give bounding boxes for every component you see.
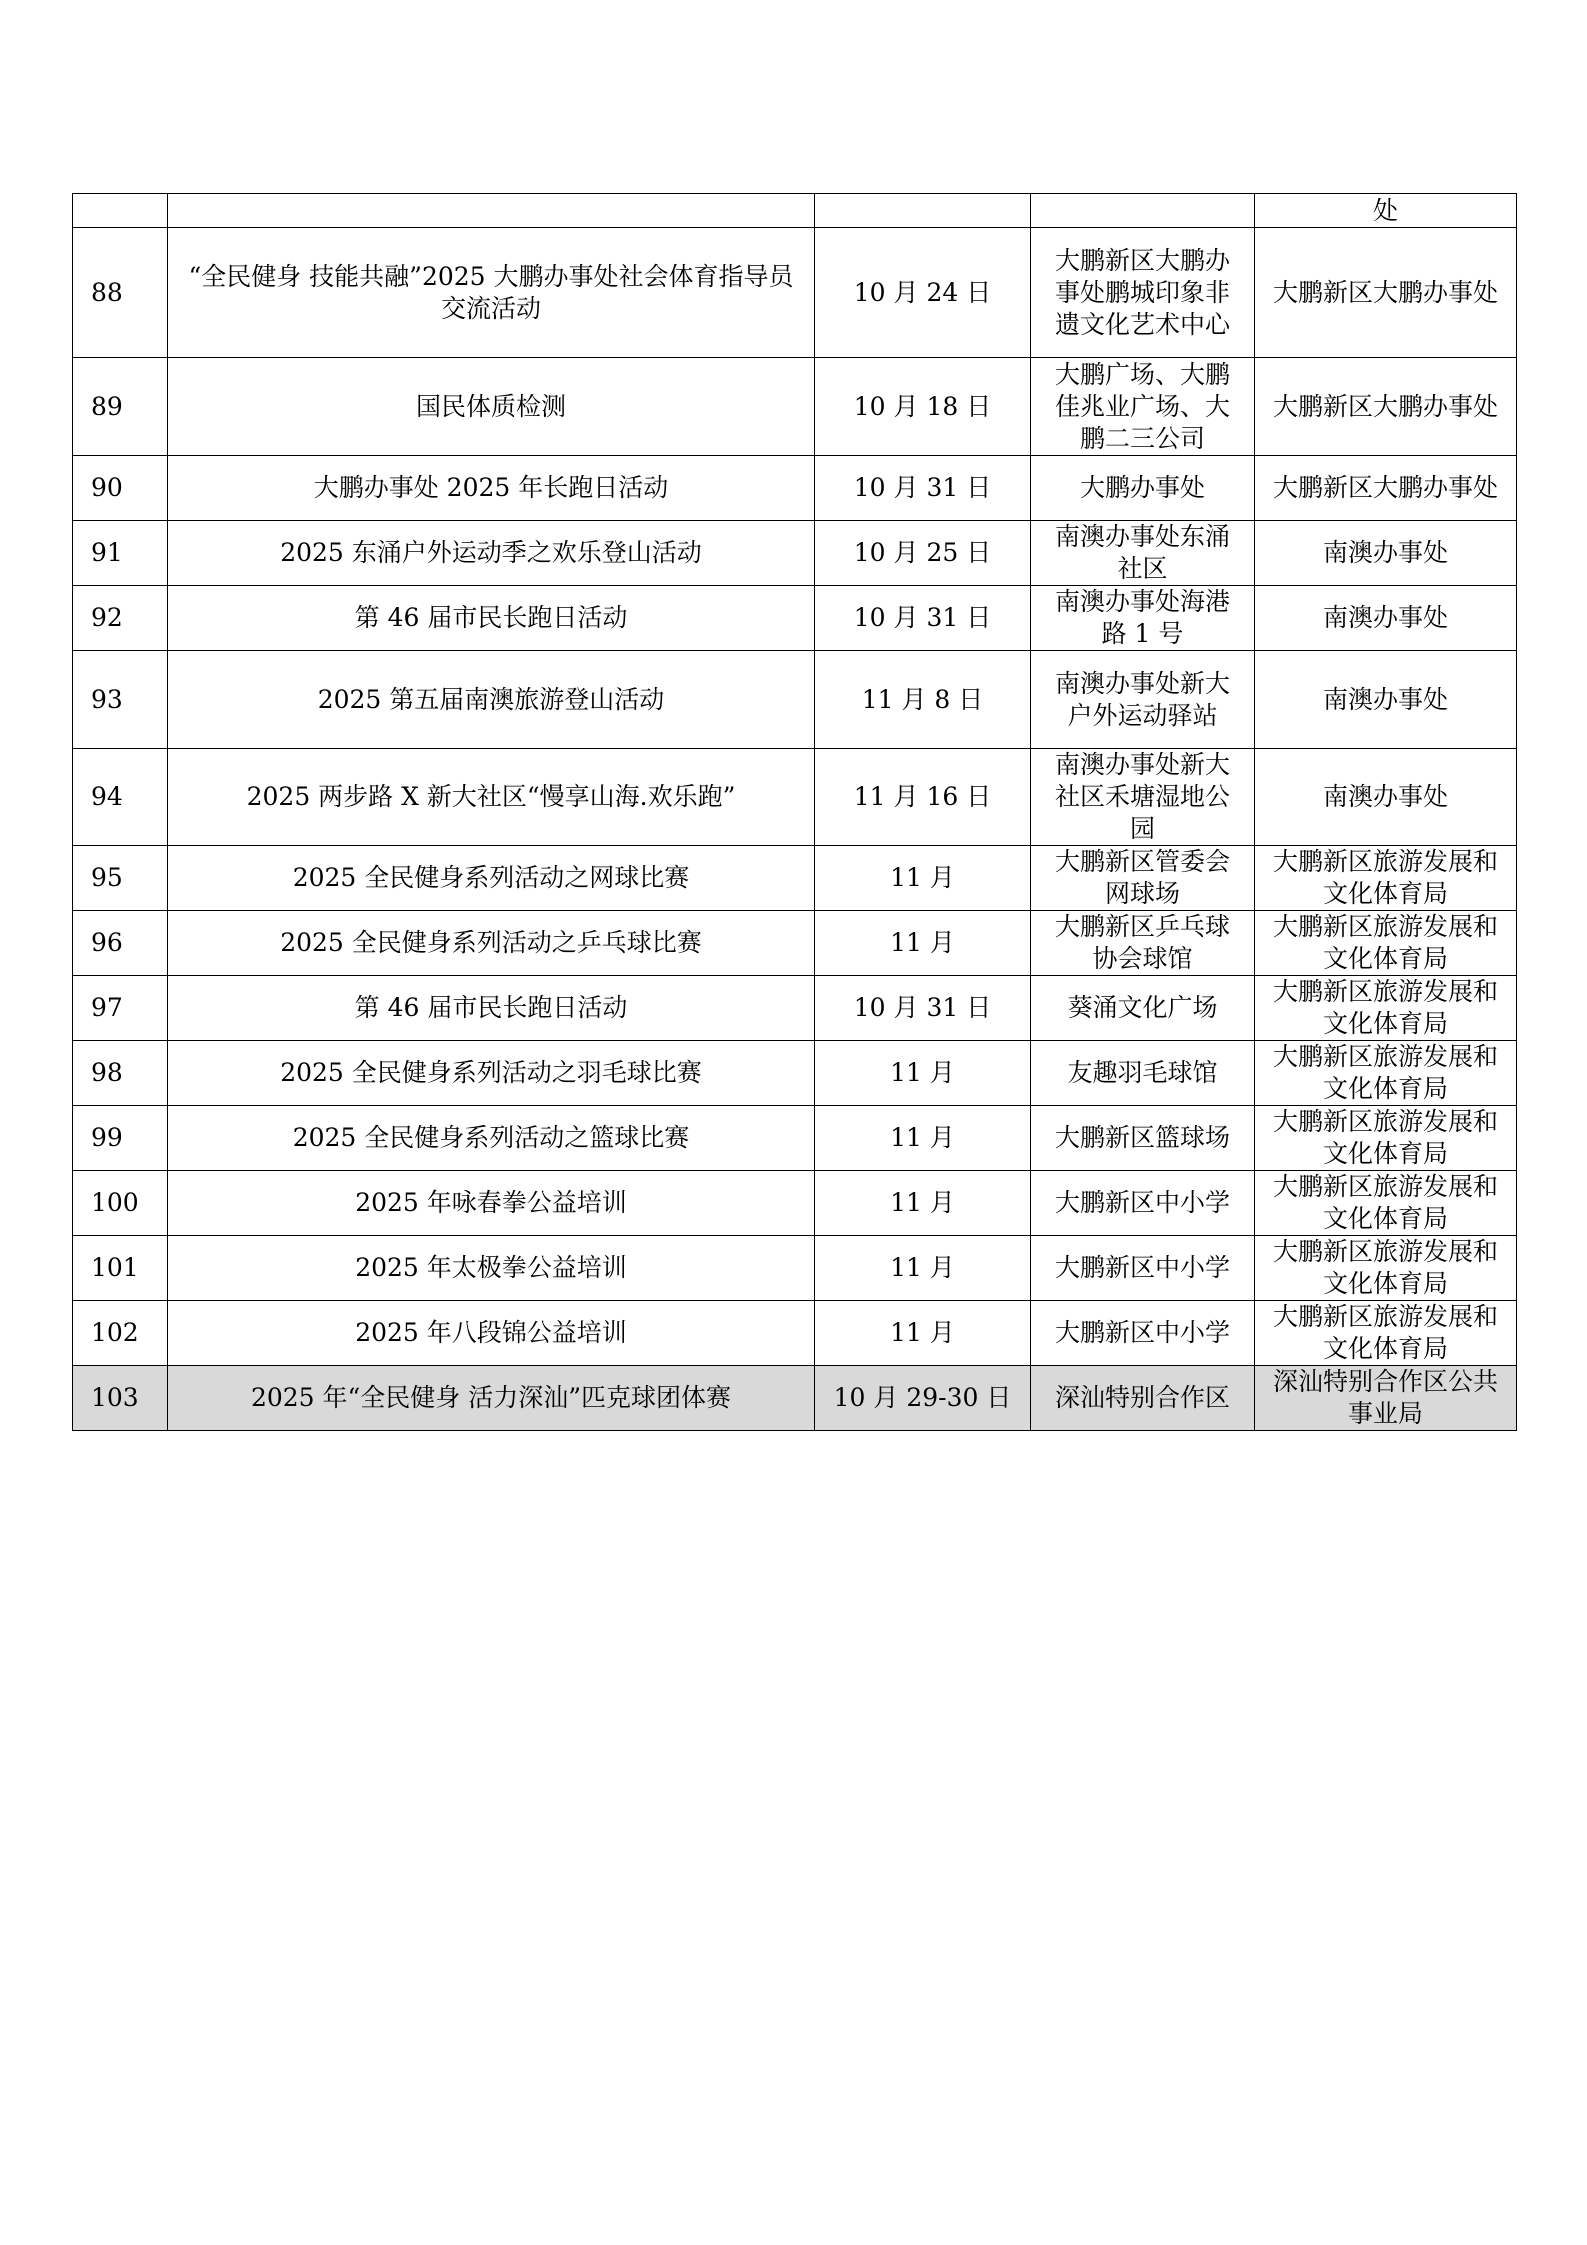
table-row	[73, 456, 1517, 521]
cell-location: 友趣羽毛球馆	[1031, 1041, 1255, 1106]
cell-activity-name: 2025 全民健身系列活动之乒乓球比赛	[168, 911, 815, 976]
cell-activity-name: 2025 全民健身系列活动之篮球比赛	[168, 1106, 815, 1171]
cell-location: 南澳办事处新大社区禾塘湿地公园	[1031, 749, 1255, 846]
cell-location: 大鹏办事处	[1031, 456, 1255, 521]
cell-activity-name: 国民体质检测	[168, 358, 815, 456]
cell-activity-name: 2025 年太极拳公益培训	[168, 1236, 815, 1301]
cell-number: 103	[73, 1366, 168, 1431]
cell-activity-name: 2025 全民健身系列活动之羽毛球比赛	[168, 1041, 815, 1106]
cell-number: 101	[73, 1236, 168, 1301]
cell-organizer: 大鹏新区旅游发展和文化体育局	[1255, 1106, 1517, 1171]
cell-organizer: 大鹏新区旅游发展和文化体育局	[1255, 1301, 1517, 1366]
cell-date: 11 月 8 日	[815, 651, 1031, 749]
cell-location: 深汕特别合作区	[1031, 1366, 1255, 1431]
cell-date: 11 月	[815, 1171, 1031, 1236]
cell-date: 10 月 24 日	[815, 228, 1031, 358]
cell-number	[73, 194, 168, 228]
cell-number: 92	[73, 586, 168, 651]
cell-date: 11 月	[815, 1236, 1031, 1301]
cell-organizer: 大鹏新区旅游发展和文化体育局	[1255, 1236, 1517, 1301]
cell-date: 10 月 29-30 日	[815, 1366, 1031, 1431]
cell-organizer: 大鹏新区大鹏办事处	[1255, 228, 1517, 358]
table-row	[73, 1171, 1517, 1236]
cell-organizer: 大鹏新区大鹏办事处	[1255, 358, 1517, 456]
cell-date: 10 月 31 日	[815, 976, 1031, 1041]
cell-activity-name	[168, 194, 815, 228]
cell-date	[815, 194, 1031, 228]
cell-location: 葵涌文化广场	[1031, 976, 1255, 1041]
cell-organizer: 大鹏新区旅游发展和文化体育局	[1255, 1171, 1517, 1236]
cell-number: 93	[73, 651, 168, 749]
cell-number: 95	[73, 846, 168, 911]
activity-schedule-table	[72, 193, 1517, 1431]
cell-organizer: 大鹏新区大鹏办事处	[1255, 456, 1517, 521]
cell-activity-name: 大鹏办事处 2025 年长跑日活动	[168, 456, 815, 521]
cell-number: 97	[73, 976, 168, 1041]
cell-number: 89	[73, 358, 168, 456]
cell-date: 11 月	[815, 1041, 1031, 1106]
cell-activity-name: “全民健身 技能共融”2025 大鹏办事处社会体育指导员交流活动	[168, 228, 815, 358]
cell-organizer: 南澳办事处	[1255, 521, 1517, 586]
cell-location: 大鹏新区乒乓球协会球馆	[1031, 911, 1255, 976]
cell-activity-name: 2025 第五届南澳旅游登山活动	[168, 651, 815, 749]
table-row	[73, 1106, 1517, 1171]
cell-number: 100	[73, 1171, 168, 1236]
cell-number: 98	[73, 1041, 168, 1106]
cell-organizer: 大鹏新区旅游发展和文化体育局	[1255, 1041, 1517, 1106]
cell-activity-name: 2025 东涌户外运动季之欢乐登山活动	[168, 521, 815, 586]
table-row	[73, 1236, 1517, 1301]
cell-number: 102	[73, 1301, 168, 1366]
table-row	[73, 911, 1517, 976]
cell-organizer: 大鹏新区旅游发展和文化体育局	[1255, 846, 1517, 911]
table-row	[73, 228, 1517, 358]
table-row	[73, 749, 1517, 846]
table-row	[73, 651, 1517, 749]
cell-organizer: 大鹏新区旅游发展和文化体育局	[1255, 976, 1517, 1041]
table-row-continuation	[73, 194, 1517, 228]
cell-activity-name: 2025 两步路 X 新大社区“慢享山海.欢乐跑”	[168, 749, 815, 846]
cell-date: 10 月 25 日	[815, 521, 1031, 586]
cell-location: 大鹏新区管委会网球场	[1031, 846, 1255, 911]
cell-date: 11 月	[815, 911, 1031, 976]
cell-organizer: 南澳办事处	[1255, 651, 1517, 749]
cell-activity-name: 2025 全民健身系列活动之网球比赛	[168, 846, 815, 911]
table-row	[73, 521, 1517, 586]
table-row	[73, 358, 1517, 456]
cell-organizer: 深汕特别合作区公共事业局	[1255, 1366, 1517, 1431]
cell-number: 99	[73, 1106, 168, 1171]
cell-date: 11 月	[815, 1301, 1031, 1366]
cell-date: 10 月 18 日	[815, 358, 1031, 456]
cell-location: 大鹏新区中小学	[1031, 1301, 1255, 1366]
cell-location: 南澳办事处新大户外运动驿站	[1031, 651, 1255, 749]
cell-location: 大鹏新区中小学	[1031, 1236, 1255, 1301]
cell-number: 90	[73, 456, 168, 521]
cell-organizer: 大鹏新区旅游发展和文化体育局	[1255, 911, 1517, 976]
table-row	[73, 976, 1517, 1041]
cell-date: 11 月 16 日	[815, 749, 1031, 846]
cell-location: 大鹏新区大鹏办事处鹏城印象非遗文化艺术中心	[1031, 228, 1255, 358]
table-row	[73, 1041, 1517, 1106]
cell-date: 10 月 31 日	[815, 586, 1031, 651]
cell-number: 94	[73, 749, 168, 846]
cell-activity-name: 2025 年“全民健身 活力深汕”匹克球团体赛	[168, 1366, 815, 1431]
cell-organizer: 南澳办事处	[1255, 749, 1517, 846]
cell-location: 南澳办事处东涌社区	[1031, 521, 1255, 586]
cell-activity-name: 第 46 届市民长跑日活动	[168, 586, 815, 651]
cell-organizer: 南澳办事处	[1255, 586, 1517, 651]
cell-activity-name: 第 46 届市民长跑日活动	[168, 976, 815, 1041]
cell-location	[1031, 194, 1255, 228]
table-row	[73, 1301, 1517, 1366]
cell-number: 88	[73, 228, 168, 358]
table-row	[73, 586, 1517, 651]
cell-activity-name: 2025 年八段锦公益培训	[168, 1301, 815, 1366]
cell-location: 大鹏广场、大鹏佳兆业广场、大鹏二三公司	[1031, 358, 1255, 456]
cell-activity-name: 2025 年咏春拳公益培训	[168, 1171, 815, 1236]
table-row	[73, 1366, 1517, 1431]
cell-date: 11 月	[815, 1106, 1031, 1171]
cell-location: 大鹏新区中小学	[1031, 1171, 1255, 1236]
cell-date: 10 月 31 日	[815, 456, 1031, 521]
cell-organizer: 处	[1255, 194, 1517, 228]
cell-location: 大鹏新区篮球场	[1031, 1106, 1255, 1171]
cell-number: 91	[73, 521, 168, 586]
cell-location: 南澳办事处海港路 1 号	[1031, 586, 1255, 651]
cell-date: 11 月	[815, 846, 1031, 911]
table-row	[73, 846, 1517, 911]
cell-number: 96	[73, 911, 168, 976]
